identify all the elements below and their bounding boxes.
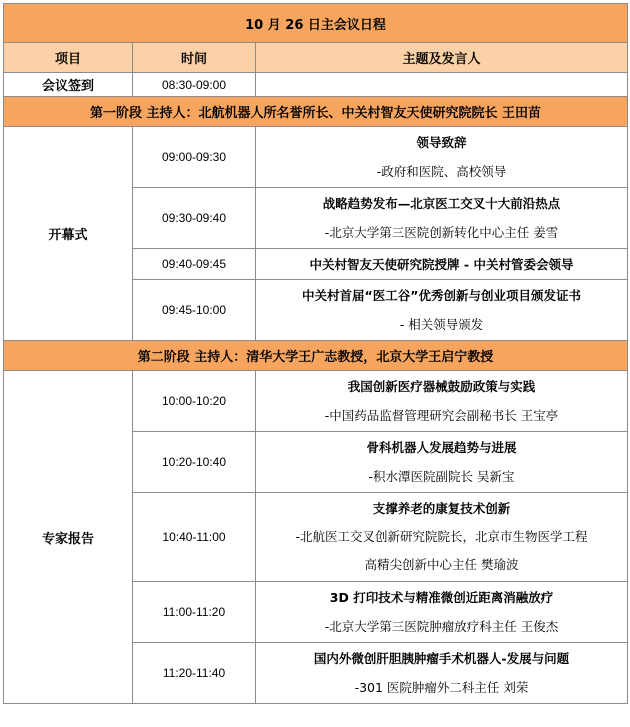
stage2-heading-row: [4, 341, 628, 371]
topic-title: 我国创新医疗器械鼓励政策与实践: [347, 379, 536, 394]
topic-speaker: -积水潭医院副院长 吴新宝: [368, 469, 515, 484]
schedule-time: 10:40-11:00: [133, 493, 256, 582]
schedule-time: 11:00-11:20: [133, 582, 256, 643]
header-item: 项目: [4, 43, 133, 73]
topic-speaker: -北航医工交叉创新研究院院长，北京市生物医学工程: [295, 529, 588, 544]
topic-speaker: -北京大学第三医院肿瘤放疗科主任 王俊杰: [324, 619, 559, 634]
topic-cell: [256, 371, 628, 432]
topic-speaker: -中国药品监督管理研究会副秘书长 王宝亭: [324, 408, 559, 423]
agenda-title: 10 月 26 日主会议日程: [4, 4, 628, 43]
topic-single-line: 中关村智友天使研究院授牌 - 中关村管委会领导: [256, 249, 628, 280]
agenda-table: [3, 3, 628, 704]
schedule-time: 09:30-09:40: [133, 188, 256, 249]
topic-cell: [256, 280, 628, 341]
header-time: 时间: [133, 43, 256, 73]
stage2-heading: 第二阶段 主持人：清华大学王广志教授，北京大学王启宁教授: [4, 341, 628, 371]
schedule-time: 10:20-10:40: [133, 432, 256, 493]
title-row: [4, 4, 628, 43]
signin-topic: [256, 73, 628, 97]
stage1-row: [4, 127, 628, 188]
opening-section-label: 开幕式: [4, 127, 133, 341]
schedule-time: 09:00-09:30: [133, 127, 256, 188]
topic-cell: [256, 432, 628, 493]
topic-title: 战略趋势发布—北京医工交叉十大前沿热点: [322, 196, 561, 211]
stage1-heading: 第一阶段 主持人：北航机器人所名誉所长、中关村智友天使研究院院长 王田苗: [4, 97, 628, 127]
topic-title: 国内外微创肝胆胰肿瘤手术机器人-发展与问题: [313, 651, 570, 666]
topic-speaker: - 相关领导颁发: [399, 317, 484, 332]
topic-speaker: -政府和医院、高校领导: [376, 164, 507, 179]
topic-cell: [256, 582, 628, 643]
schedule-time: 09:45-10:00: [133, 280, 256, 341]
topic-cell: [256, 493, 628, 582]
topic-title: 中关村首届“医工谷”优秀创新与创业项目颁发证书: [302, 288, 581, 303]
topic-title: 3D 打印技术与精准微创近距离消融放疗: [329, 590, 554, 605]
topic-speaker: -北京大学第三医院创新转化中心主任 姜雪: [324, 225, 559, 240]
topic-title: 支撑养老的康复技术创新: [372, 501, 511, 516]
topic-speaker-continued: 高精尖创新中心主任 樊瑜波: [364, 557, 519, 572]
header-row: [4, 43, 628, 73]
schedule-time: 11:20-11:40: [133, 643, 256, 704]
stage2-row: [4, 371, 628, 432]
topic-title: 领导致辞: [416, 135, 467, 150]
topic-cell: [256, 127, 628, 188]
topic-cell: [256, 188, 628, 249]
schedule-time: 09:40-09:45: [133, 249, 256, 280]
signin-label: 会议签到: [4, 73, 133, 97]
topic-speaker: -301 医院肿瘤外二科主任 刘荣: [354, 680, 529, 695]
signin-time: 08:30-09:00: [133, 73, 256, 97]
schedule-time: 10:00-10:20: [133, 371, 256, 432]
header-topic: 主题及发言人: [256, 43, 628, 73]
stage1-heading-row: [4, 97, 628, 127]
signin-row: [4, 73, 628, 97]
expert-section-label: 专家报告: [4, 371, 133, 704]
topic-title: 骨科机器人发展趋势与进展: [366, 440, 517, 455]
topic-cell: [256, 643, 628, 704]
